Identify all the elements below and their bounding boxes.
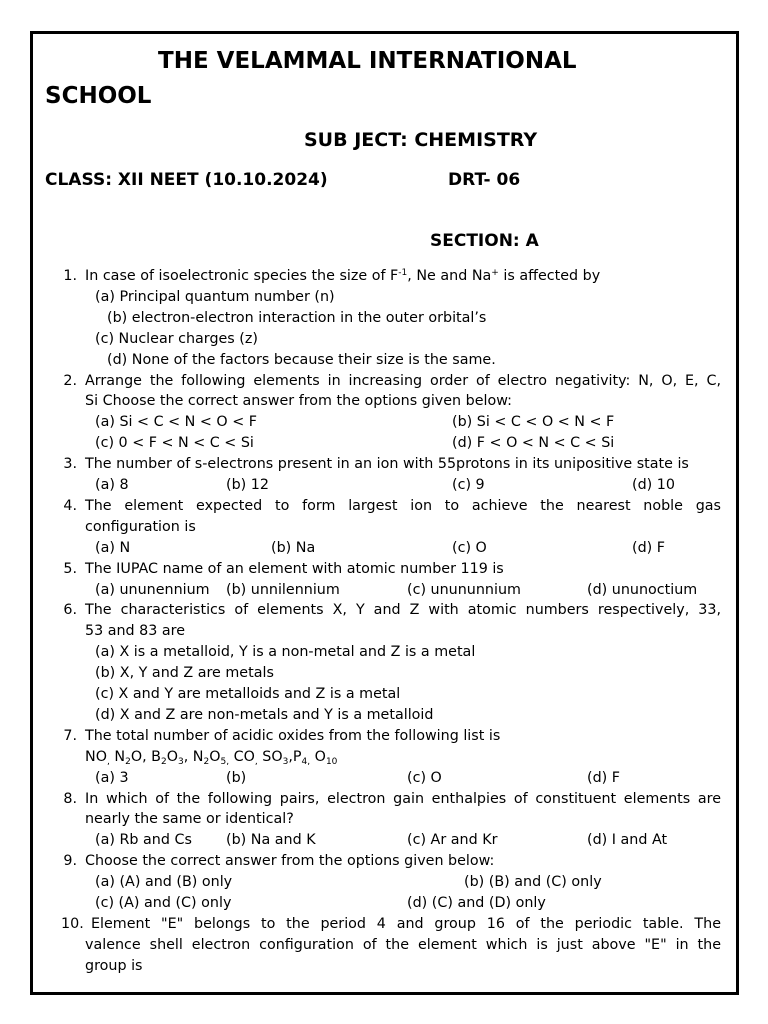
- question-text: nearly the same or identical?: [85, 811, 294, 828]
- answer-option: (c) O: [452, 539, 487, 556]
- answer-option: (a) Principal quantum number (n): [95, 288, 335, 305]
- question-text: The IUPAC name of an element with atomic number 119 is: [85, 560, 504, 577]
- question-text: The characteristics of elements X, Y and Z with atomic numbers respectively, 33,: [85, 602, 721, 619]
- answer-option: (d) F: [587, 769, 620, 786]
- question-number: 3.: [63, 456, 77, 473]
- question-text: group is: [85, 957, 143, 974]
- question-text: In which of the following pairs, electron gain enthalpies of constituent elements are: [85, 790, 721, 807]
- answer-option: (d) (C) and (D) only: [407, 895, 546, 911]
- answer-option: (c) unununnium: [407, 581, 521, 598]
- answer-option: (c) Nuclear charges (z): [95, 330, 258, 347]
- answer-option: (a) (A) and (B) only: [95, 874, 233, 891]
- answer-option: (a) 8: [95, 477, 129, 493]
- answer-option: (d) None of the factors because their size is the same.: [107, 351, 496, 368]
- subject-heading: SUB JECT: CHEMISTRY: [304, 129, 538, 151]
- answer-option: (a) N: [95, 539, 131, 556]
- question-number: 9.: [63, 853, 77, 870]
- question-text: The number of s-electrons present in an ion with 55protons in its unipositive state is: [85, 456, 689, 473]
- answer-option: (c) X and Y are metalloids and Z is a metal: [95, 686, 401, 702]
- answer-option: (b) electron-electron interaction in the outer orbital’s: [107, 309, 487, 326]
- question-text: 53 and 83 are: [85, 623, 186, 640]
- question-number: 5.: [63, 560, 77, 577]
- question-text: In case of isoelectronic species the size of $F^{-1}$, Ne and Na+ is affected by: [85, 268, 601, 284]
- section-heading: SECTION: A: [430, 231, 539, 251]
- answer-option: (d) I and At: [587, 832, 668, 849]
- answer-option: (b) X, Y and Z are metals: [95, 665, 274, 682]
- question-number: 10.: [61, 915, 84, 932]
- answer-option: (d) X and Z are non-metals and Y is a metalloid: [95, 706, 434, 723]
- answer-option: (b) Si < C < O < N < F: [452, 414, 615, 431]
- question-text: Arrange the following elements in increasing order of electro negativity: N, O, E, C,: [85, 372, 721, 389]
- question-text: Choose the correct answer from the options given below:: [85, 853, 495, 870]
- answer-option: (c) 9: [452, 477, 485, 493]
- answer-option: (d) F: [632, 539, 665, 556]
- answer-option: (a) 3: [95, 769, 129, 786]
- question-number: 6.: [63, 602, 77, 619]
- answer-option: (a) X is a metalloid, Y is a non-metal and Z is a metal: [95, 644, 476, 661]
- answer-option: (b) unnilennium: [226, 581, 340, 598]
- answer-option: (c) (A) and (C) only: [95, 895, 232, 911]
- answer-option: (b) Na and K: [226, 832, 316, 849]
- question-number: 4.: [63, 497, 77, 514]
- question-text: Si Choose the correct answer from the options given below:: [85, 393, 512, 410]
- question-text: The total number of acidic oxides from the following list is: [85, 727, 501, 744]
- question-text: The element expected to form largest ion to achieve the nearest noble gas: [85, 497, 721, 514]
- answer-option: (b) Na: [271, 539, 316, 556]
- answer-option: (d) 10: [632, 477, 675, 493]
- question-text: valence shell electron configuration of the element which is just above "E" in the: [85, 936, 721, 953]
- answer-option: (d) F < O < N < C < Si: [452, 435, 615, 452]
- question-text: configuration is: [85, 518, 196, 535]
- answer-option: (a) Rb and Cs: [95, 832, 192, 849]
- question-number: 7.: [63, 727, 77, 744]
- question-text: $NO_,$ $N_2O$, $B_2O_3$, $N_2O_{5,}$ $CO_,$ $SO_3,P_{4,}$ $O_{10}$: [85, 748, 338, 767]
- answer-option: (a) ununennium: [95, 581, 210, 598]
- answer-option: (c) Ar and Kr: [407, 832, 498, 849]
- answer-option: (c) 0 < F < N < C < Si: [95, 435, 254, 452]
- question-number: 8.: [63, 790, 77, 807]
- question-text: Element "E" belongs to the period 4 and group 16 of the periodic table. The: [91, 915, 721, 932]
- question-number: 1.: [63, 268, 77, 284]
- school-name-line2: SCHOOL: [45, 83, 152, 109]
- answer-option: (b) (B) and (C) only: [464, 874, 602, 891]
- question-number: 2.: [63, 372, 77, 389]
- school-name-line1: THE VELAMMAL INTERNATIONAL: [158, 48, 577, 74]
- answer-option: (d) ununoctium: [587, 581, 698, 598]
- answer-option: (b) 12: [226, 477, 269, 493]
- answer-option: (b): [226, 769, 247, 786]
- answer-option: (c) O: [407, 769, 442, 786]
- answer-option: (a) Si < C < N < O < F: [95, 414, 257, 431]
- class-label: CLASS: XII NEET (10.10.2024): [45, 170, 328, 190]
- drt-label: DRT- 06: [448, 170, 521, 190]
